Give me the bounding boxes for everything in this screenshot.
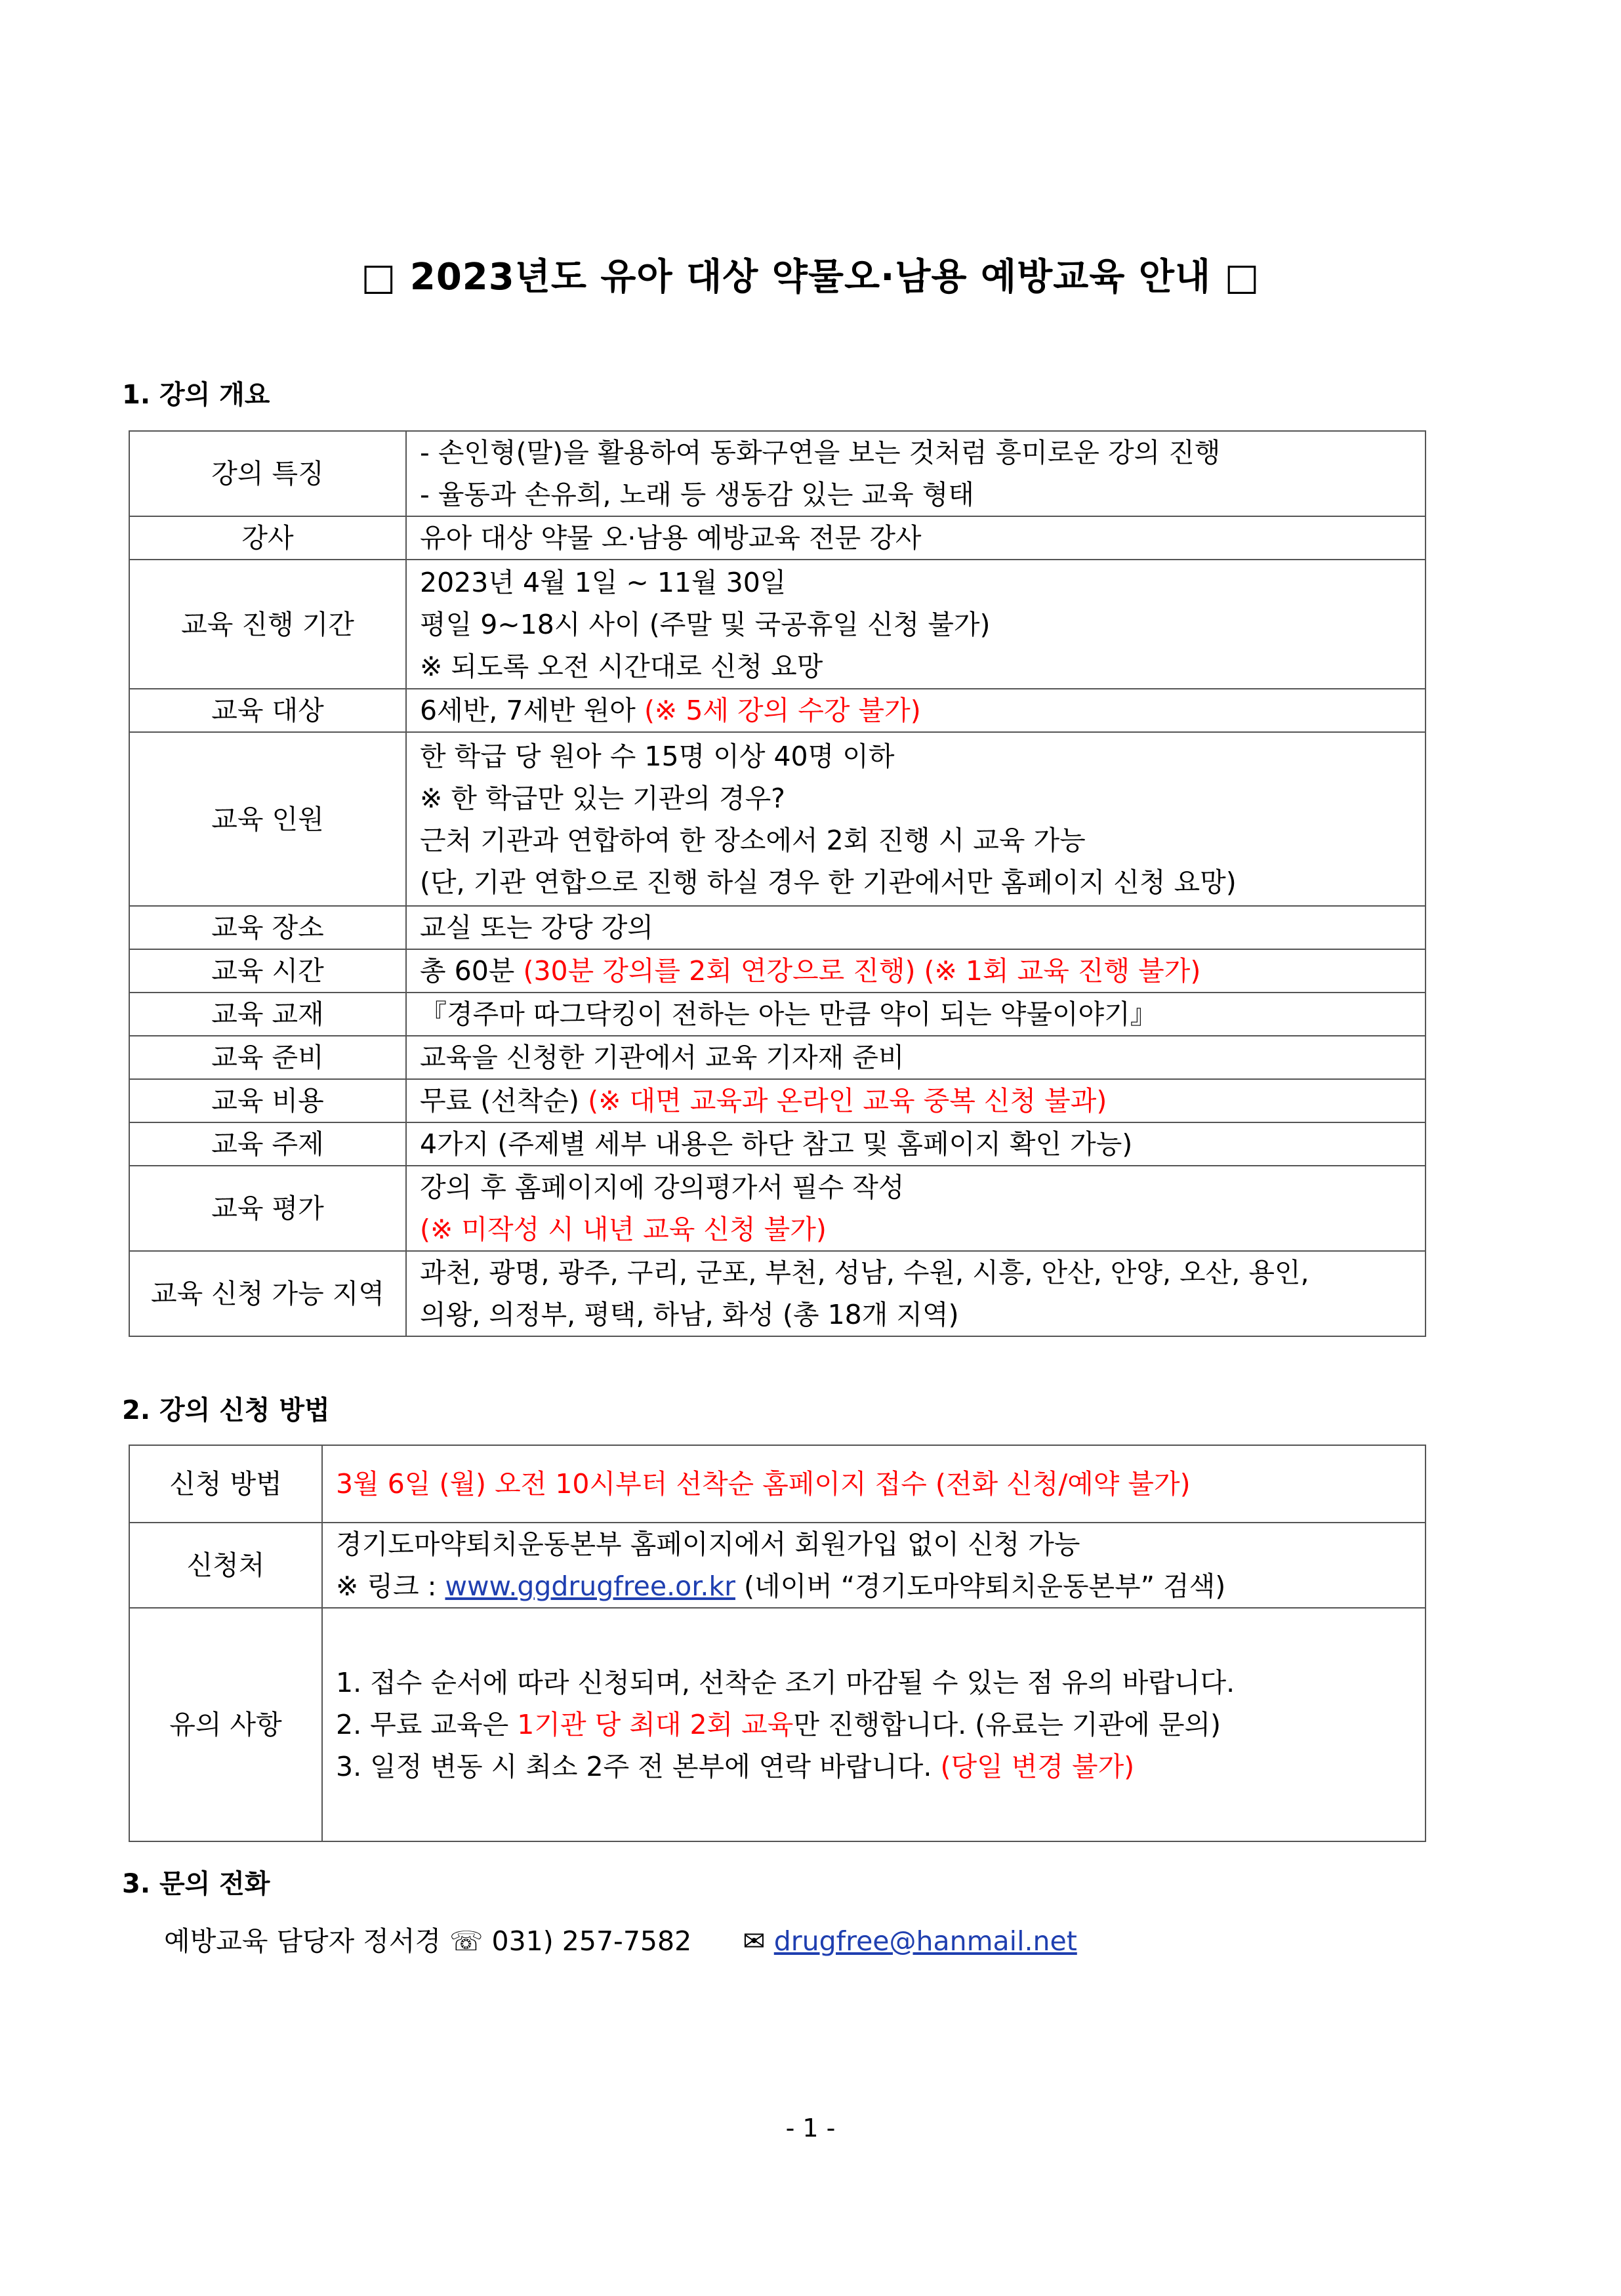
row-value: 총 60분 (30분 강의를 2회 연강으로 진행) (※ 1회 교육 진행 불가) [406, 949, 1426, 993]
section-1-heading: 1. 강의 개요 [122, 380, 270, 410]
row-value: 3월 6일 (월) 오전 10시부터 선착순 홈페이지 접수 (전화 신청/예약 불가) [322, 1445, 1426, 1523]
row-value: - 손인형(말)을 활용하여 동화구연을 보는 것처럼 흥미로운 강의 진행 - 율동과 손유희, 노래 등 생동감 있는 교육 형태 [406, 431, 1426, 516]
row-value: 경기도마약퇴치운동본부 홈페이지에서 회원가입 없이 신청 가능 ※ 링크 : www.ggdrugfree.or.kr (네이버 “경기도마약퇴치운동본부” 검색) [322, 1523, 1426, 1608]
row-key: 교육 대상 [129, 689, 406, 732]
section-2-heading: 2. 강의 신청 방법 [122, 1395, 330, 1425]
homepage-link[interactable]: www.ggdrugfree.or.kr [445, 1570, 735, 1602]
row-value: 1. 접수 순서에 따라 신청되며, 선착순 조기 마감될 수 있는 점 유의 바랍니다. 2. 무료 교육은 1기관 당 최대 2회 교육만 진행합니다. (유료는 기관에 문의) 3. 일정 변동 시 최소 2주 전 본부에 연락 바랍니다. (당일 변경 불가) [322, 1608, 1426, 1841]
phone-icon: ☏ [449, 1925, 483, 1957]
email-link[interactable]: drugfree@hanmail.net [773, 1925, 1077, 1957]
row-value: 유아 대상 약물 오·남용 예방교육 전문 강사 [406, 516, 1426, 560]
application-table [129, 1445, 1426, 1842]
page-number: - 1 - [785, 2114, 836, 2142]
row-key: 교육 인원 [129, 732, 406, 906]
row-key: 교육 주제 [129, 1122, 406, 1166]
row-value: 교실 또는 강당 강의 [406, 906, 1426, 949]
row-key: 교육 준비 [129, 1036, 406, 1079]
row-value: 강의 후 홈페이지에 강의평가서 필수 작성 (※ 미작성 시 내년 교육 신청 불가) [406, 1166, 1426, 1251]
row-key: 교육 장소 [129, 906, 406, 949]
row-key: 교육 진행 기간 [129, 560, 406, 689]
row-value: 4가지 (주제별 세부 내용은 하단 참고 및 홈페이지 확인 가능) [406, 1122, 1426, 1166]
row-key: 교육 교재 [129, 993, 406, 1036]
row-key: 교육 평가 [129, 1166, 406, 1251]
row-value: 교육을 신청한 기관에서 교육 기자재 준비 [406, 1036, 1426, 1079]
mail-icon: ✉ [743, 1925, 766, 1957]
row-key: 교육 시간 [129, 949, 406, 993]
row-key: 강의 특징 [129, 431, 406, 516]
row-key: 강사 [129, 516, 406, 560]
row-key: 교육 비용 [129, 1079, 406, 1122]
overview-table [129, 430, 1426, 1337]
section-3-heading: 3. 문의 전화 [122, 1869, 270, 1899]
row-key: 유의 사항 [129, 1608, 322, 1841]
row-value: 한 학급 당 원아 수 15명 이상 40명 이하 ※ 한 학급만 있는 기관의 경우? 근처 기관과 연합하여 한 장소에서 2회 진행 시 교육 가능 (단, 기관 연합으로 진행 하실 경우 한 기관에서만 홈페이지 신청 요망) [406, 732, 1426, 906]
row-key: 신청 방법 [129, 1445, 322, 1523]
page-title: □ 2023년도 유아 대상 약물오·남용 예방교육 안내 □ [361, 256, 1260, 298]
row-key: 신청처 [129, 1523, 322, 1608]
row-value: 무료 (선착순) (※ 대면 교육과 온라인 교육 중복 신청 불과) [406, 1079, 1426, 1122]
row-value: 과천, 광명, 광주, 구리, 군포, 부천, 성남, 수원, 시흥, 안산, 안양, 오산, 용인, 의왕, 의정부, 평택, 하남, 화성 (총 18개 지역) [406, 1251, 1426, 1336]
row-value: 2023년 4월 1일 ~ 11월 30일 평일 9~18시 사이 (주말 및 국공휴일 신청 불가) ※ 되도록 오전 시간대로 신청 요망 [406, 560, 1426, 689]
row-value: 6세반, 7세반 원아 (※ 5세 강의 수강 불가) [406, 689, 1426, 732]
contact-line: 예방교육 담당자 정서경 ☏ 031) 257-7582 ✉ drugfree@hanmail.net [164, 1925, 1077, 1957]
row-value: 『경주마 따그닥킹이 전하는 아는 만큼 약이 되는 약물이야기』 [406, 993, 1426, 1036]
row-key: 교육 신청 가능 지역 [129, 1251, 406, 1336]
